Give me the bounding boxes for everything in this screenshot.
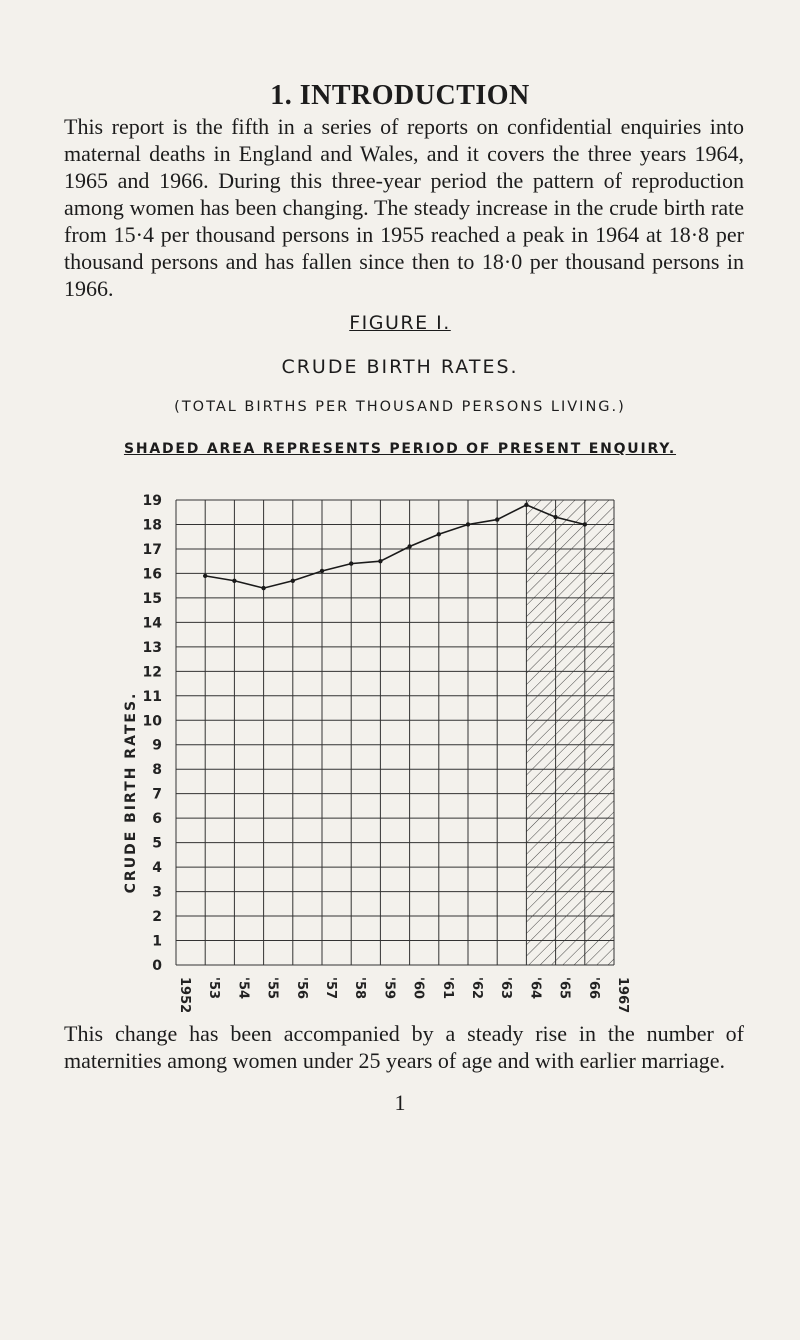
section-heading: 1. INTRODUCTION xyxy=(270,80,530,111)
y-tick-label: 8 xyxy=(152,762,162,779)
data-point xyxy=(437,532,441,536)
y-tick-label: 13 xyxy=(142,639,162,656)
y-tick-label: 14 xyxy=(142,615,162,632)
y-tick-label: 1 xyxy=(152,933,162,950)
x-tick-label: 1967 xyxy=(615,977,630,1014)
x-tick-label: '64 xyxy=(527,977,543,1000)
x-tick-label: 1952 xyxy=(177,977,192,1014)
y-tick-label: 12 xyxy=(142,664,162,681)
y-tick-label: 7 xyxy=(152,786,162,803)
intro-paragraph: This report is the fifth in a series of reports on confidential enquiries into maternal deaths in England and Wales, and it covers the three years 1964, 1965 and 1966. During this three-year period the pattern of reproduction among women has been changing. The steady increase in the crude birth rate from 15·4 per thousand persons in 1955 reached a peak in 1964 at 18·8 per thousand persons and has fallen since then to 18·0 per thousand persons in 1966. xyxy=(64,114,744,301)
data-point xyxy=(261,586,265,590)
x-tick-label: '58 xyxy=(352,977,368,1000)
x-tick-label: '60 xyxy=(410,977,426,1000)
data-point xyxy=(378,559,382,563)
y-tick-label: 9 xyxy=(152,737,162,754)
y-tick-label: 2 xyxy=(152,909,162,926)
y-tick-label: 19 xyxy=(142,493,162,509)
data-point xyxy=(232,579,236,583)
y-tick-label: 4 xyxy=(152,860,162,877)
x-tick-label: '53 xyxy=(206,977,222,1000)
y-tick-label: 3 xyxy=(152,884,162,901)
data-point xyxy=(466,522,470,526)
figure-subtitle: CRUDE BIRTH RATES. xyxy=(281,356,519,378)
x-tick-label: '62 xyxy=(469,977,484,1000)
figure-subtitle-units: (TOTAL BIRTHS PER THOUSAND PERSONS LIVING.) xyxy=(174,399,626,415)
data-point xyxy=(524,503,528,507)
x-tick-label: '61 xyxy=(439,977,455,1000)
page-number: 1 xyxy=(394,1090,406,1115)
x-tick-label: '56 xyxy=(293,977,309,1000)
closing-paragraph: This change has been accompanied by a steady rise in the number of maternities among women under 25 years of age and with earlier marriage. xyxy=(64,1021,744,1073)
y-tick-label: 18 xyxy=(142,517,162,534)
y-tick-label: 16 xyxy=(142,566,162,583)
data-point xyxy=(203,574,207,578)
data-point xyxy=(407,544,411,548)
data-point xyxy=(291,579,295,583)
figure-shading-note: SHADED AREA REPRESENTS PERIOD OF PRESENT ENQUIRY. xyxy=(123,441,677,457)
x-tick-label: '65 xyxy=(556,977,572,1000)
data-point xyxy=(583,522,587,526)
y-tick-label: 15 xyxy=(142,590,162,607)
x-tick-label: '63 xyxy=(498,977,514,1000)
y-tick-label: 5 xyxy=(152,835,162,852)
x-tick-label: '57 xyxy=(323,977,338,1000)
y-tick-label: 0 xyxy=(152,958,162,974)
x-tick-label: '55 xyxy=(264,977,280,1000)
y-tick-label: 10 xyxy=(142,713,162,730)
x-tick-label: '66 xyxy=(585,977,601,1000)
data-point xyxy=(495,517,499,521)
data-point xyxy=(553,515,557,519)
y-tick-label: 11 xyxy=(142,688,162,705)
y-tick-label: 17 xyxy=(142,541,162,558)
data-point xyxy=(349,561,353,565)
y-axis-title: CRUDE BIRTH RATES. xyxy=(123,691,139,894)
x-tick-label: '54 xyxy=(235,977,251,1000)
figure-label: FIGURE I. xyxy=(349,312,451,334)
y-tick-label: 6 xyxy=(152,811,162,828)
shaded-enquiry-period xyxy=(526,500,614,965)
x-tick-label: '59 xyxy=(381,977,397,1000)
data-point xyxy=(320,569,324,573)
